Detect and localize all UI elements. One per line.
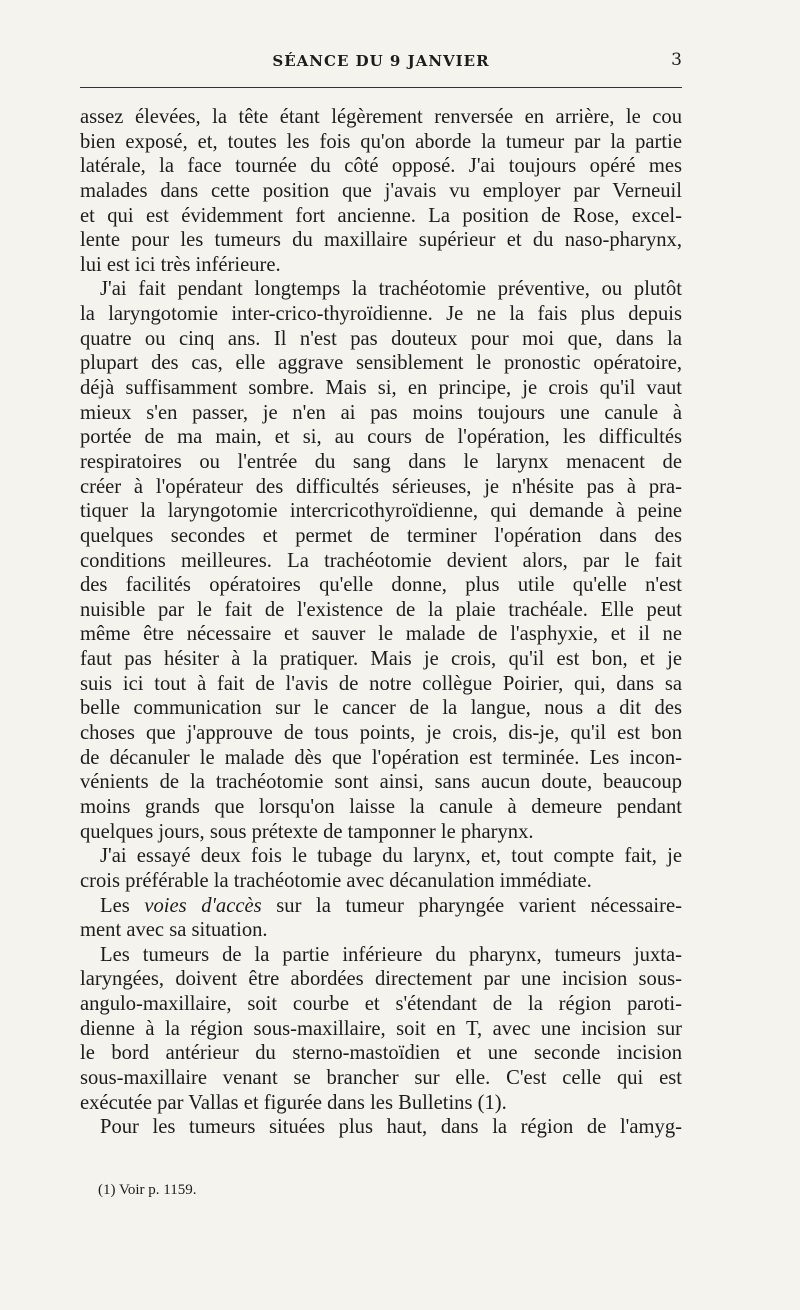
text-line: malades dans cette position que j'avais vu employer par Verneuil (80, 179, 682, 202)
paragraph (80, 105, 682, 277)
text-line: dienne à la région sous-maxillaire, soit en T, avec une incision sur (80, 1017, 682, 1040)
text-line: suis ici tout à fait de l'avis de notre collègue Poirier, qui, dans sa (80, 672, 682, 695)
text-line: belle communication sur le cancer de la langue, nous a dit des (80, 697, 682, 720)
text-line: assez élevées, la tête étant légèrement renversée en arrière, le cou (80, 106, 682, 128)
text-line: conditions meilleures. La trachéotomie devient alors, par le fait (80, 549, 682, 572)
text-line: plupart des cas, elle aggrave sensiblement le pronostic opératoire, (80, 352, 682, 375)
text-line: ment avec sa situation. (80, 919, 268, 942)
paragraph (80, 894, 682, 943)
text-line: de décanuler le malade dès que l'opération est terminée. Les incon- (80, 746, 682, 769)
text-line: Les tumeurs de la partie inférieure du pharynx, tumeurs juxta- (100, 943, 682, 966)
header-rule (80, 87, 682, 88)
text-line: tiquer la laryngotomie intercricothyroïdienne, qui demande à peine (80, 500, 682, 523)
text-line: J'ai essayé deux fois le tubage du larynx, et, tout compte fait, je (100, 845, 682, 868)
text-line: le bord antérieur du sterno-mastoïdien et une seconde incision (80, 1042, 682, 1065)
text-line: créer à l'opérateur des difficultés sérieuses, je n'hésite pas à pra- (80, 475, 682, 498)
paragraph (80, 943, 682, 1115)
text-run: Les (100, 894, 145, 917)
text-line: Pour les tumeurs situées plus haut, dans la région de l'amyg- (100, 1116, 682, 1139)
text-line: crois préférable la trachéotomie avec décanulation immédiate. (80, 869, 592, 892)
text-line: portée de ma main, et si, au cours de l'opération, les difficultés (80, 426, 682, 449)
footnote: (1) Voir p. 1159. (98, 1182, 197, 1198)
text-line: exécutée par Vallas et figurée dans les Bulletins (1). (80, 1091, 507, 1114)
paragraph (80, 277, 682, 844)
running-header (80, 50, 682, 74)
text-line: angulo-maxillaire, soit courbe et s'étendant de la région paroti- (80, 993, 682, 1016)
text-line: J'ai fait pendant longtemps la trachéotomie préventive, ou plutôt (100, 278, 682, 301)
italic-phrase: voies d'accès (144, 894, 262, 917)
text-line: mieux s'en passer, je n'en ai pas moins toujours une canule à (80, 401, 682, 424)
text-run: sur la tumeur pharyngée varient nécessaire- (261, 894, 682, 917)
text-line: quelques jours, sous prétexte de tamponner le pharynx. (80, 820, 534, 843)
text-line: et qui est évidemment fort ancienne. La position de Rose, excel- (80, 204, 682, 227)
text-line: la laryngotomie inter-crico-thyroïdienne. Je ne la fais plus depuis (80, 303, 682, 326)
text-line: faut pas hésiter à la pratiquer. Mais je crois, qu'il est bon, et je (80, 648, 682, 671)
text-line: moins grands que lorsqu'on laisse la canule à demeure pendant (80, 795, 682, 818)
paragraph (80, 844, 682, 893)
text-line: lui est ici très inférieure. (80, 253, 281, 276)
page-number: 3 (671, 50, 682, 70)
text-line: des facilités opératoires qu'elle donne, plus utile qu'elle n'est (80, 574, 682, 597)
text-line: choses que j'approuve de tous points, je crois, dis-je, qu'il est bon (80, 722, 682, 745)
text-line (80, 894, 682, 919)
text-line: respiratoires ou l'entrée du sang dans le larynx menacent de (80, 450, 682, 473)
text-line: nuisible par le fait de l'existence de la plaie trachéale. Elle peut (80, 598, 682, 621)
body-text (80, 105, 682, 1140)
header-title: SÉANCE DU 9 JANVIER (272, 52, 490, 70)
text-line: lente pour les tumeurs du maxillaire supérieur et du naso-pharynx, (80, 229, 682, 252)
text-line: déjà suffisamment sombre. Mais si, en principe, je crois qu'il vaut (80, 377, 682, 400)
text-line: latérale, la face tournée du côté opposé. J'ai toujours opéré mes (80, 155, 682, 178)
text-line: quatre ou cinq ans. Il n'est pas douteux pour moi que, dans la (80, 327, 682, 350)
text-line: sous-maxillaire venant se brancher sur elle. C'est celle qui est (80, 1066, 682, 1089)
text-line: vénients de la trachéotomie sont ainsi, sans aucun doute, beaucoup (80, 771, 682, 794)
paragraph (80, 1115, 682, 1140)
text-line: bien exposé, et, toutes les fois qu'on aborde la tumeur par la partie (80, 130, 682, 153)
text-line: même être nécessaire et sauver le malade de l'asphyxie, et il ne (80, 623, 682, 646)
text-line: laryngées, doivent être abordées directement par une incision sous- (80, 968, 682, 991)
text-line: quelques secondes et permet de terminer l'opération dans des (80, 524, 682, 547)
